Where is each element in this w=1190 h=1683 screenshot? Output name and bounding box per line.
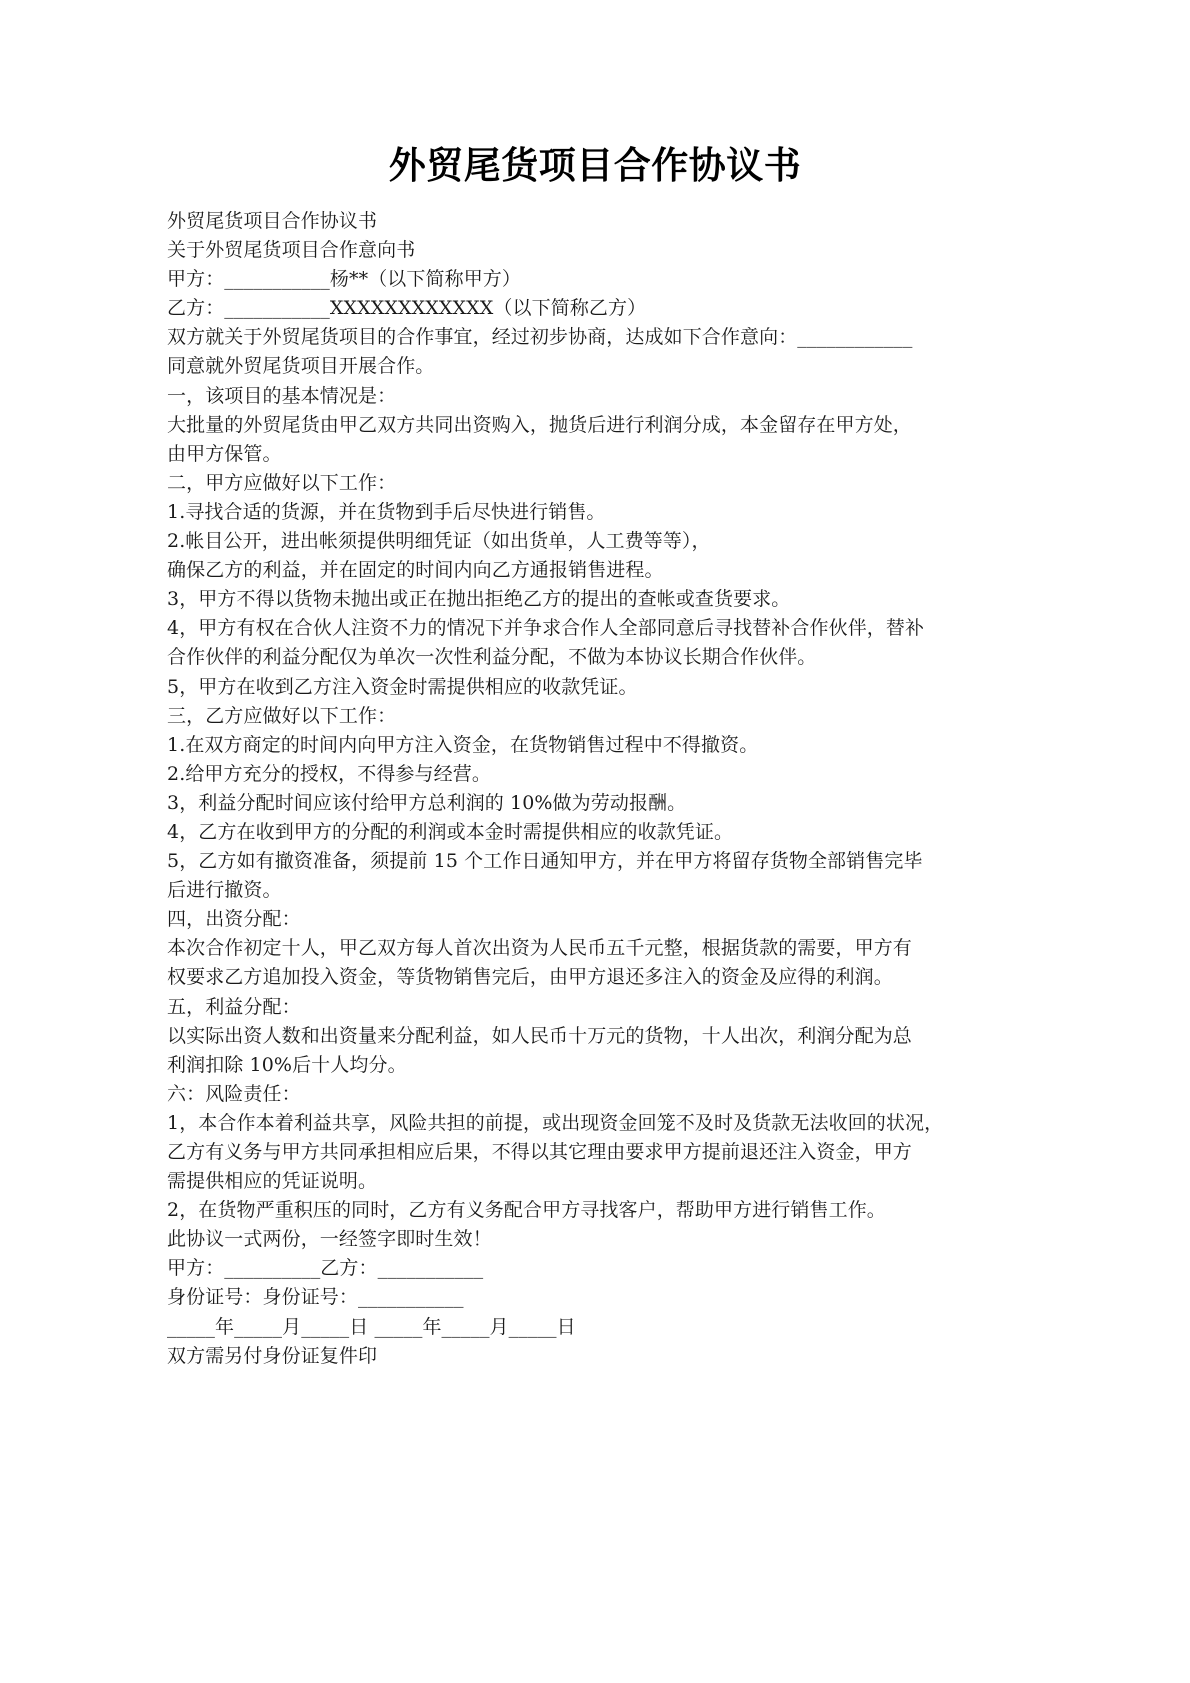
document-line: 双方就关于外贸尾货项目的合作事宜，经过初步协商，达成如下合作意向：____________	[167, 326, 913, 349]
document-line: 需提供相应的凭证说明。	[167, 1170, 378, 1193]
document-line: 一，该项目的基本情况是：	[167, 384, 397, 407]
document-line: 同意就外贸尾货项目开展合作。	[167, 355, 435, 378]
document-line: 1.在双方商定的时间内向甲方注入资金，在货物销售过程中不得撤资。	[167, 733, 759, 756]
document-line: 三，乙方应做好以下工作：	[167, 704, 397, 727]
document-line: 以实际出资人数和出资量来分配利益，如人民币十万元的货物，十人出次，利润分配为总	[167, 1024, 912, 1047]
document-line: 5，乙方如有撤资准备，须提前 15 个工作日通知甲方，并在甲方将留存货物全部销售完毕	[167, 850, 923, 873]
document-line: 四，出资分配：	[167, 908, 301, 931]
document-line: 乙方有义务与甲方共同承担相应后果，不得以其它理由要求甲方提前退还注入资金，甲方	[167, 1141, 912, 1163]
document-line: 后进行撤资。	[167, 879, 282, 902]
document-line: 身份证号：身份证号：___________	[167, 1286, 464, 1309]
document-line: 1，本合作本着利益共享，风险共担的前提，或出现资金回笼不及时及货款无法收回的状况，	[167, 1111, 944, 1134]
document-line: _____年_____月_____日 _____年_____月_____日	[167, 1315, 576, 1338]
document-line: 大批量的外贸尾货由甲乙双方共同出资购入，抛货后进行利润分成，本金留存在甲方处，	[167, 413, 912, 436]
document-line: 由甲方保管。	[167, 442, 282, 465]
document-line: 2，在货物严重积压的同时，乙方有义务配合甲方寻找客户，帮助甲方进行销售工作。	[167, 1199, 886, 1222]
document-line: 1.寻找合适的货源，并在货物到手后尽快进行销售。	[167, 500, 606, 523]
document-line: 利润扣除 10%后十人均分。	[167, 1053, 407, 1076]
document-line: 合作伙伴的利益分配仅为单次一次性利益分配，不做为本协议长期合作伙伴。	[167, 646, 817, 669]
document-line: 双方需另付身份证复件印	[167, 1344, 378, 1367]
document-line: 乙方：___________XXXXXXXXXXXX（以下简称乙方）	[167, 297, 647, 320]
document-line: 3，甲方不得以货物未抛出或正在抛出拒绝乙方的提出的查帐或查货要求。	[167, 588, 791, 611]
document-line: 外贸尾货项目合作协议书	[167, 210, 378, 232]
document-line: 五，利益分配：	[167, 995, 301, 1018]
document-line: 六：风险责任：	[167, 1082, 301, 1105]
document-line: 2.给甲方充分的授权，不得参与经营。	[167, 762, 491, 785]
document-line: 确保乙方的利益，并在固定的时间内向乙方通报销售进程。	[167, 559, 664, 582]
document-body	[167, 207, 979, 1371]
document-line: 3，利益分配时间应该付给甲方总利润的 10%做为劳动报酬。	[167, 791, 687, 814]
document-line: 二，甲方应做好以下工作：	[167, 471, 397, 494]
document-line: 甲方：___________杨**（以下简称甲方）	[167, 268, 522, 291]
document-line: 本次合作初定十人，甲乙双方每人首次出资为人民币五千元整，根据货款的需要，甲方有	[167, 937, 912, 960]
document-line: 4，甲方有权在合伙人注资不力的情况下并争求合作人全部同意后寻找替补合作伙伴，替补	[167, 617, 925, 640]
document-line: 2.帐目公开，进出帐须提供明细凭证（如出货单，人工费等等），	[167, 530, 711, 553]
document-line: 关于外贸尾货项目合作意向书	[167, 239, 416, 262]
document-line: 4，乙方在收到甲方的分配的利润或本金时需提供相应的收款凭证。	[167, 820, 734, 843]
page-title: 外贸尾货项目合作协议书	[388, 144, 802, 187]
document-line: 甲方：__________乙方：___________	[167, 1257, 484, 1280]
document-line: 权要求乙方追加投入资金，等货物销售完后，由甲方退还多注入的资金及应得的利润。	[167, 966, 893, 989]
document-line: 此协议一式两份，一经签字即时生效！	[167, 1228, 492, 1251]
document-line: 5，甲方在收到乙方注入资金时需提供相应的收款凭证。	[167, 675, 638, 698]
